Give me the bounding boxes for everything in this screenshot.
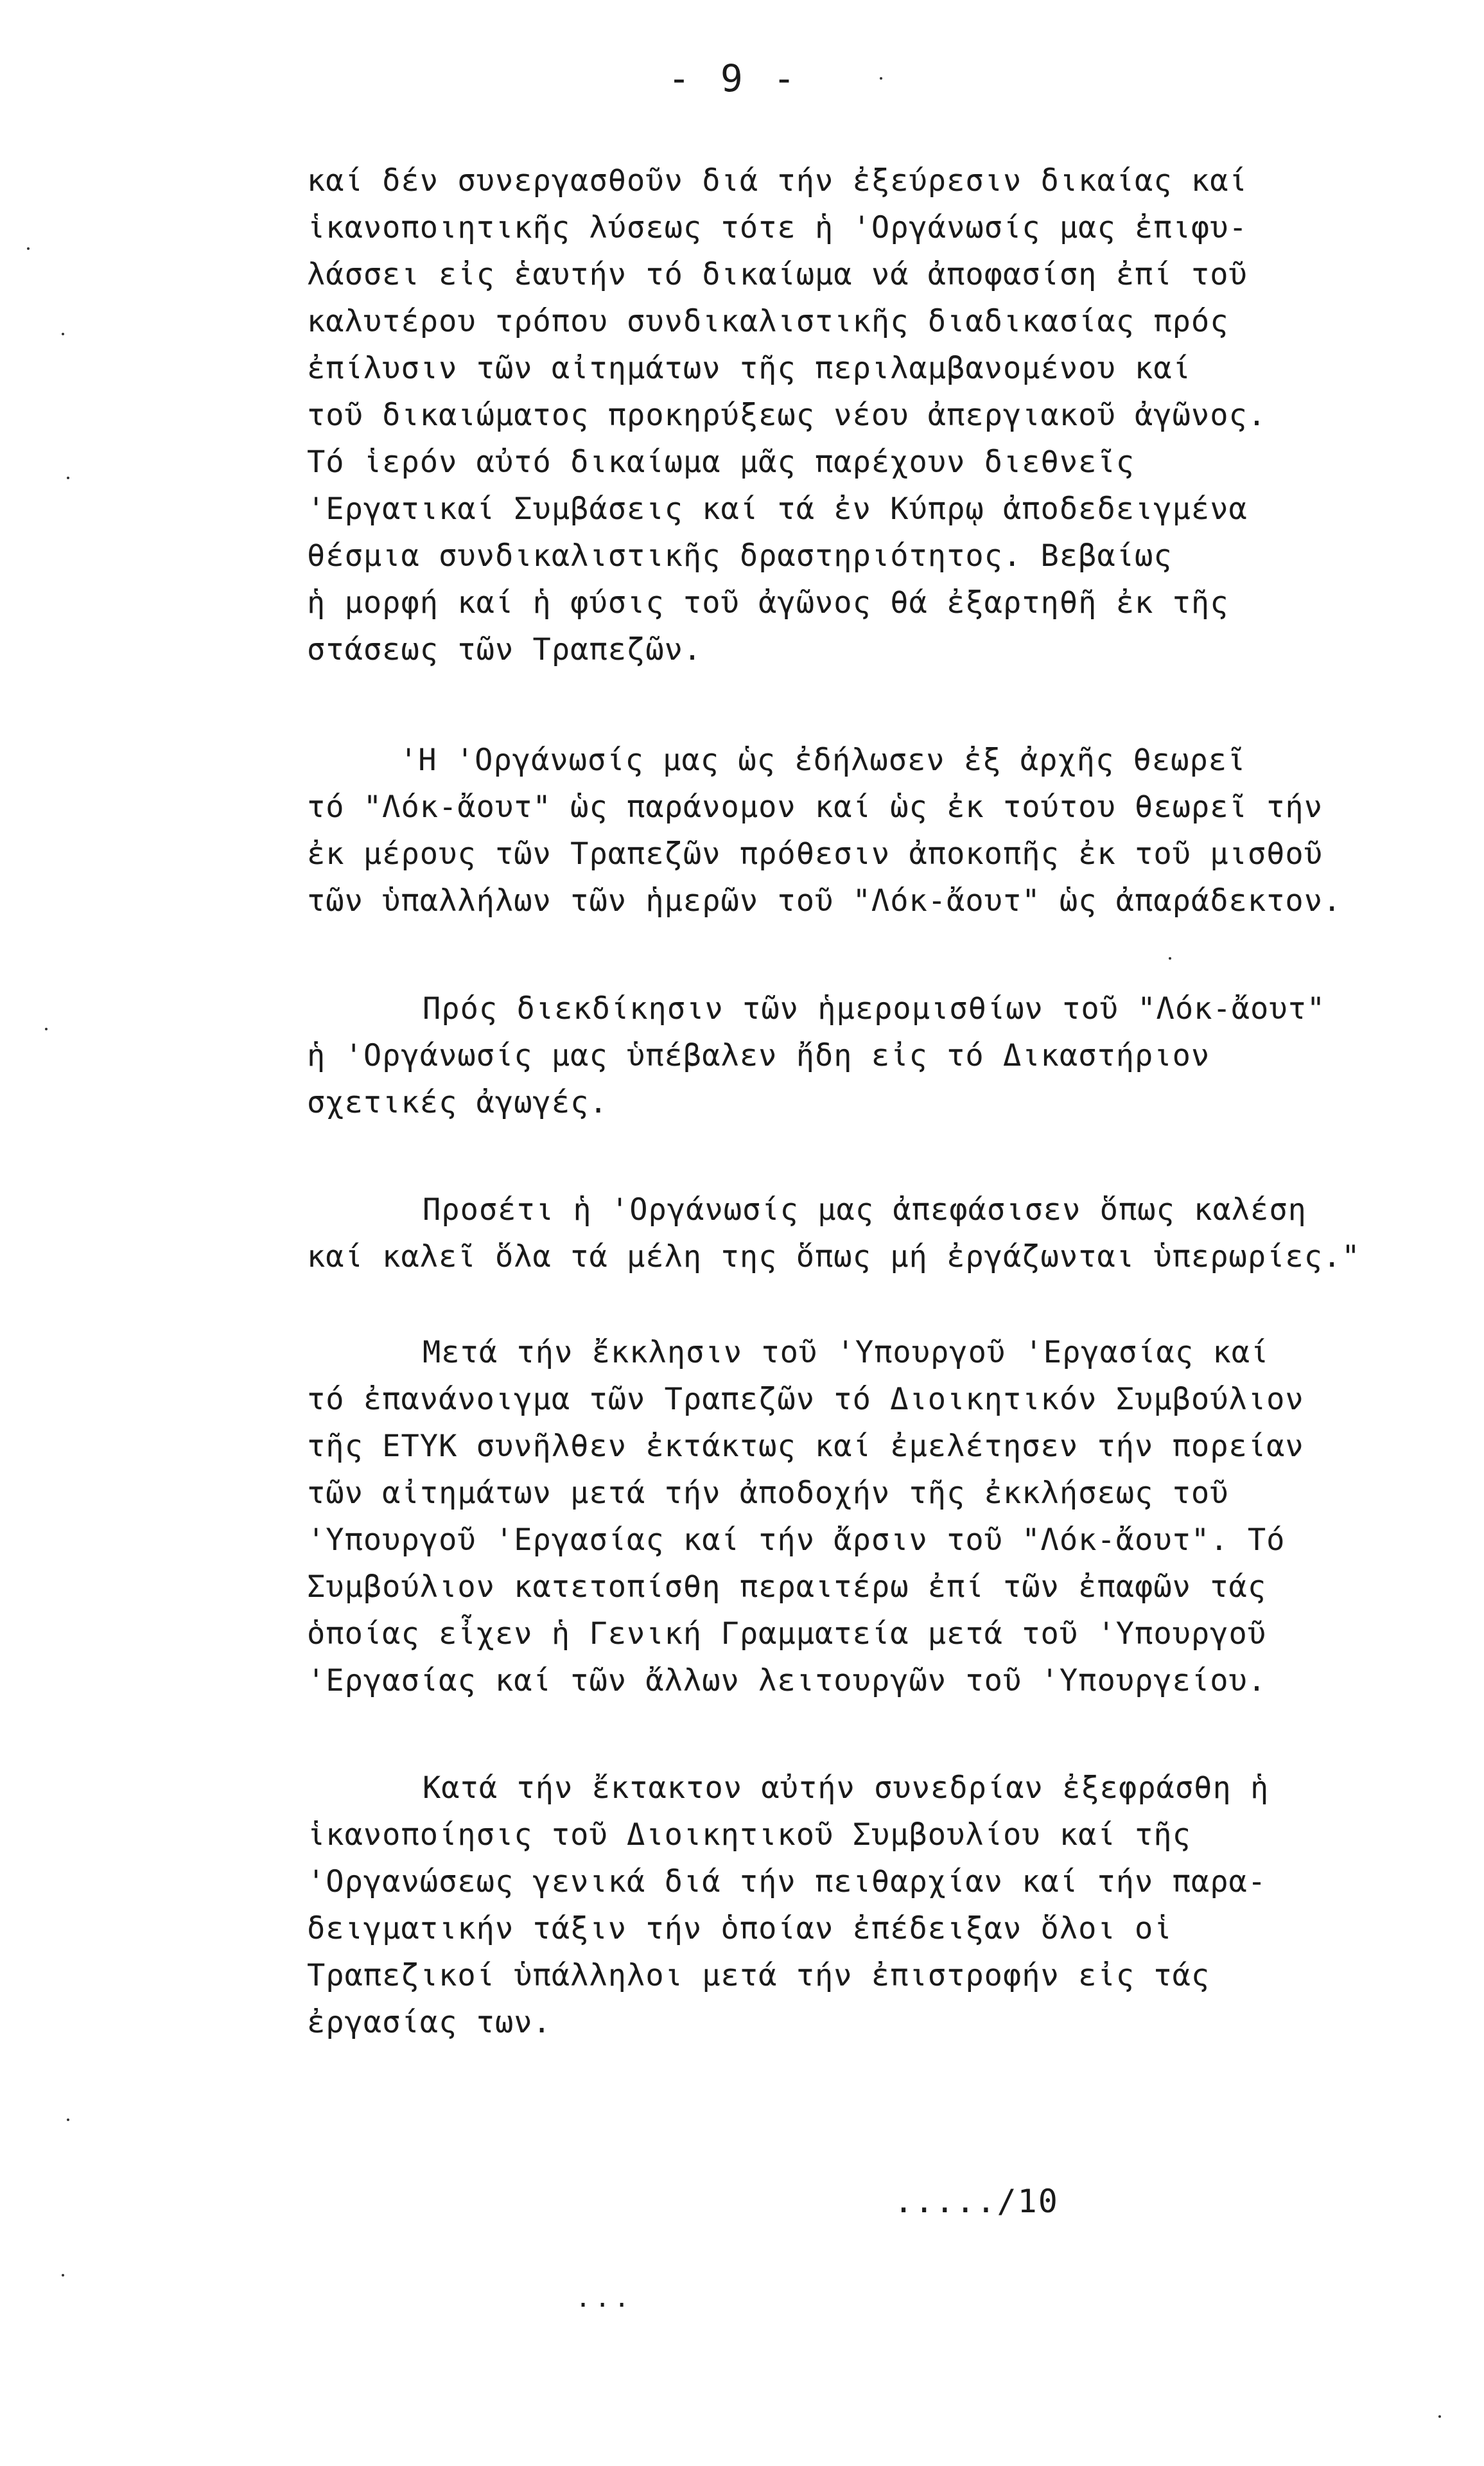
paragraph-1-line-3: λάσσει εἰς ἑαυτήν τό δικαίωμα νά ἀποφασίση ἐπί τοῦ (307, 257, 1248, 292)
scan-speck (62, 2274, 64, 2277)
page-number: - 9 - (668, 57, 799, 100)
paragraph-3-line-1: Πρός διεκδίκησιν τῶν ἡμερομισθίων τοῦ "Λόκ-ἄουτ" (423, 991, 1326, 1026)
paragraph-6-line-4: δειγματικήν τάξιν τήν ὁποίαν ἐπέδειξαν ὅλοι οἱ (307, 1911, 1173, 1946)
scan-speck (1438, 2415, 1441, 2418)
paragraph-5-line-7: ὁποίας εἶχεν ἡ Γενική Γραμματεία μετά τοῦ 'Υπουργοῦ (307, 1616, 1267, 1651)
paragraph-6-line-1: Κατά τήν ἔκτακτον αὐτήν συνεδρίαν ἐξεφράσθη ἡ (423, 1770, 1270, 1806)
paragraph-1-line-7: Τό ἱερόν αὐτό δικαίωμα μᾶς παρέχουν διεθνεῖς (307, 445, 1135, 480)
scan-speck (67, 2118, 69, 2121)
paragraph-5-line-4: τῶν αἰτημάτων μετά τήν ἀποδοχήν τῆς ἐκκλήσεως τοῦ (307, 1475, 1229, 1511)
paragraph-6-line-6: ἐργασίας των. (307, 2005, 552, 2040)
scan-speck (1169, 957, 1171, 960)
paragraph-5-line-5: 'Υπουργοῦ 'Εργασίας καί τήν ἄρσιν τοῦ "Λόκ-ἄουτ". Τό (307, 1522, 1286, 1558)
paragraph-6-line-2: ἱκανοποίησις τοῦ Διοικητικοῦ Συμβουλίου καί τῆς (307, 1817, 1191, 1853)
paragraph-1-line-1: καί δέν συνεργασθοῦν διά τήν ἐξεύρεσιν δικαίας καί (307, 163, 1248, 198)
scan-speck (880, 77, 882, 80)
paragraph-4-line-1: Προσέτι ἡ 'Οργάνωσίς μας ἀπεφάσισεν ὅπως καλέση (423, 1192, 1307, 1228)
paragraph-2-line-4: τῶν ὑπαλλήλων τῶν ἡμερῶν τοῦ "Λόκ-ἄουτ" ὡς ἀπαράδεκτον. (307, 883, 1342, 919)
scan-speck (45, 1028, 48, 1030)
paragraph-3-line-2: ἡ 'Οργάνωσίς μας ὑπέβαλεν ἤδη εἰς τό Δικαστήριον (307, 1038, 1210, 1073)
paragraph-4-line-2: καί καλεῖ ὅλα τά μέλη της ὅπως μή ἐργάζωνται ὑπερωρίες." (307, 1239, 1361, 1274)
paragraph-5-line-1: Μετά τήν ἔκκλησιν τοῦ 'Υπουργοῦ 'Εργασίας καί (423, 1335, 1270, 1370)
paragraph-2-line-2: τό "Λόκ-ἄουτ" ὡς παράνομον καί ὡς ἐκ τούτου θεωρεῖ τήν (307, 789, 1323, 825)
paragraph-1-line-4: καλυτέρου τρόπου συνδικαλιστικῆς διαδικασίας πρός (307, 304, 1229, 339)
paragraph-1-line-6: τοῦ δικαιώματος προκηρύξεως νέου ἀπεργιακοῦ ἀγῶνος. (307, 398, 1267, 433)
paragraph-1-line-5: ἐπίλυσιν τῶν αἰτημάτων τῆς περιλαμβανομένου καί (307, 351, 1191, 386)
paragraph-3-line-3: σχετικές ἀγωγές. (307, 1085, 608, 1120)
scan-speck (27, 247, 30, 250)
paragraph-1-line-10: ἡ μορφή καί ἡ φύσις τοῦ ἀγῶνος θά ἐξαρτηθῆ ἐκ τῆς (307, 585, 1229, 621)
paragraph-1-line-9: θέσμια συνδικαλιστικῆς δραστηριότητος. Βεβαίως (307, 538, 1173, 574)
scan-speck (67, 477, 69, 479)
paragraph-5-line-3: τῆς ΕΤΥΚ συνῆλθεν ἐκτάκτως καί ἐμελέτησεν τήν πορείαν (307, 1429, 1304, 1464)
paragraph-6-line-5: Τραπεζικοί ὑπάλληλοι μετά τήν ἐπιστροφήν εἰς τάς (307, 1958, 1210, 1993)
footer-marks: ... (575, 2284, 634, 2313)
paragraph-5-line-8: 'Εργασίας καί τῶν ἄλλων λειτουργῶν τοῦ 'Υπουργείου. (307, 1663, 1267, 1698)
paragraph-1-line-8: 'Εργατικαί Συμβάσεις καί τά ἐν Κύπρῳ ἀποδεδειγμένα (307, 491, 1248, 527)
paragraph-1-line-2: ἱκανοποιητικῆς λύσεως τότε ἡ 'Οργάνωσίς μας ἐπιφυ- (307, 210, 1248, 245)
paragraph-1-line-11: στάσεως τῶν Τραπεζῶν. (307, 632, 703, 667)
paragraph-5-line-6: Συμβούλιον κατετοπίσθη περαιτέρω ἐπί τῶν ἐπαφῶν τάς (307, 1569, 1267, 1605)
paragraph-6-line-3: 'Οργανώσεως γενικά διά τήν πειθαρχίαν καί τήν παρα- (307, 1864, 1267, 1899)
paragraph-2-line-1: 'Η 'Οργάνωσίς μας ὡς ἐδήλωσεν ἐξ ἀρχῆς θεωρεῖ (399, 743, 1246, 778)
paragraph-5-line-2: τό ἐπανάνοιγμα τῶν Τραπεζῶν τό Διοικητικόν Συμβούλιον (307, 1382, 1304, 1417)
continuation-marker: ...../10 (894, 2183, 1059, 2220)
paragraph-2-line-3: ἐκ μέρους τῶν Τραπεζῶν πρόθεσιν ἀποκοπῆς ἐκ τοῦ μισθοῦ (307, 836, 1323, 872)
scan-speck (62, 333, 64, 335)
